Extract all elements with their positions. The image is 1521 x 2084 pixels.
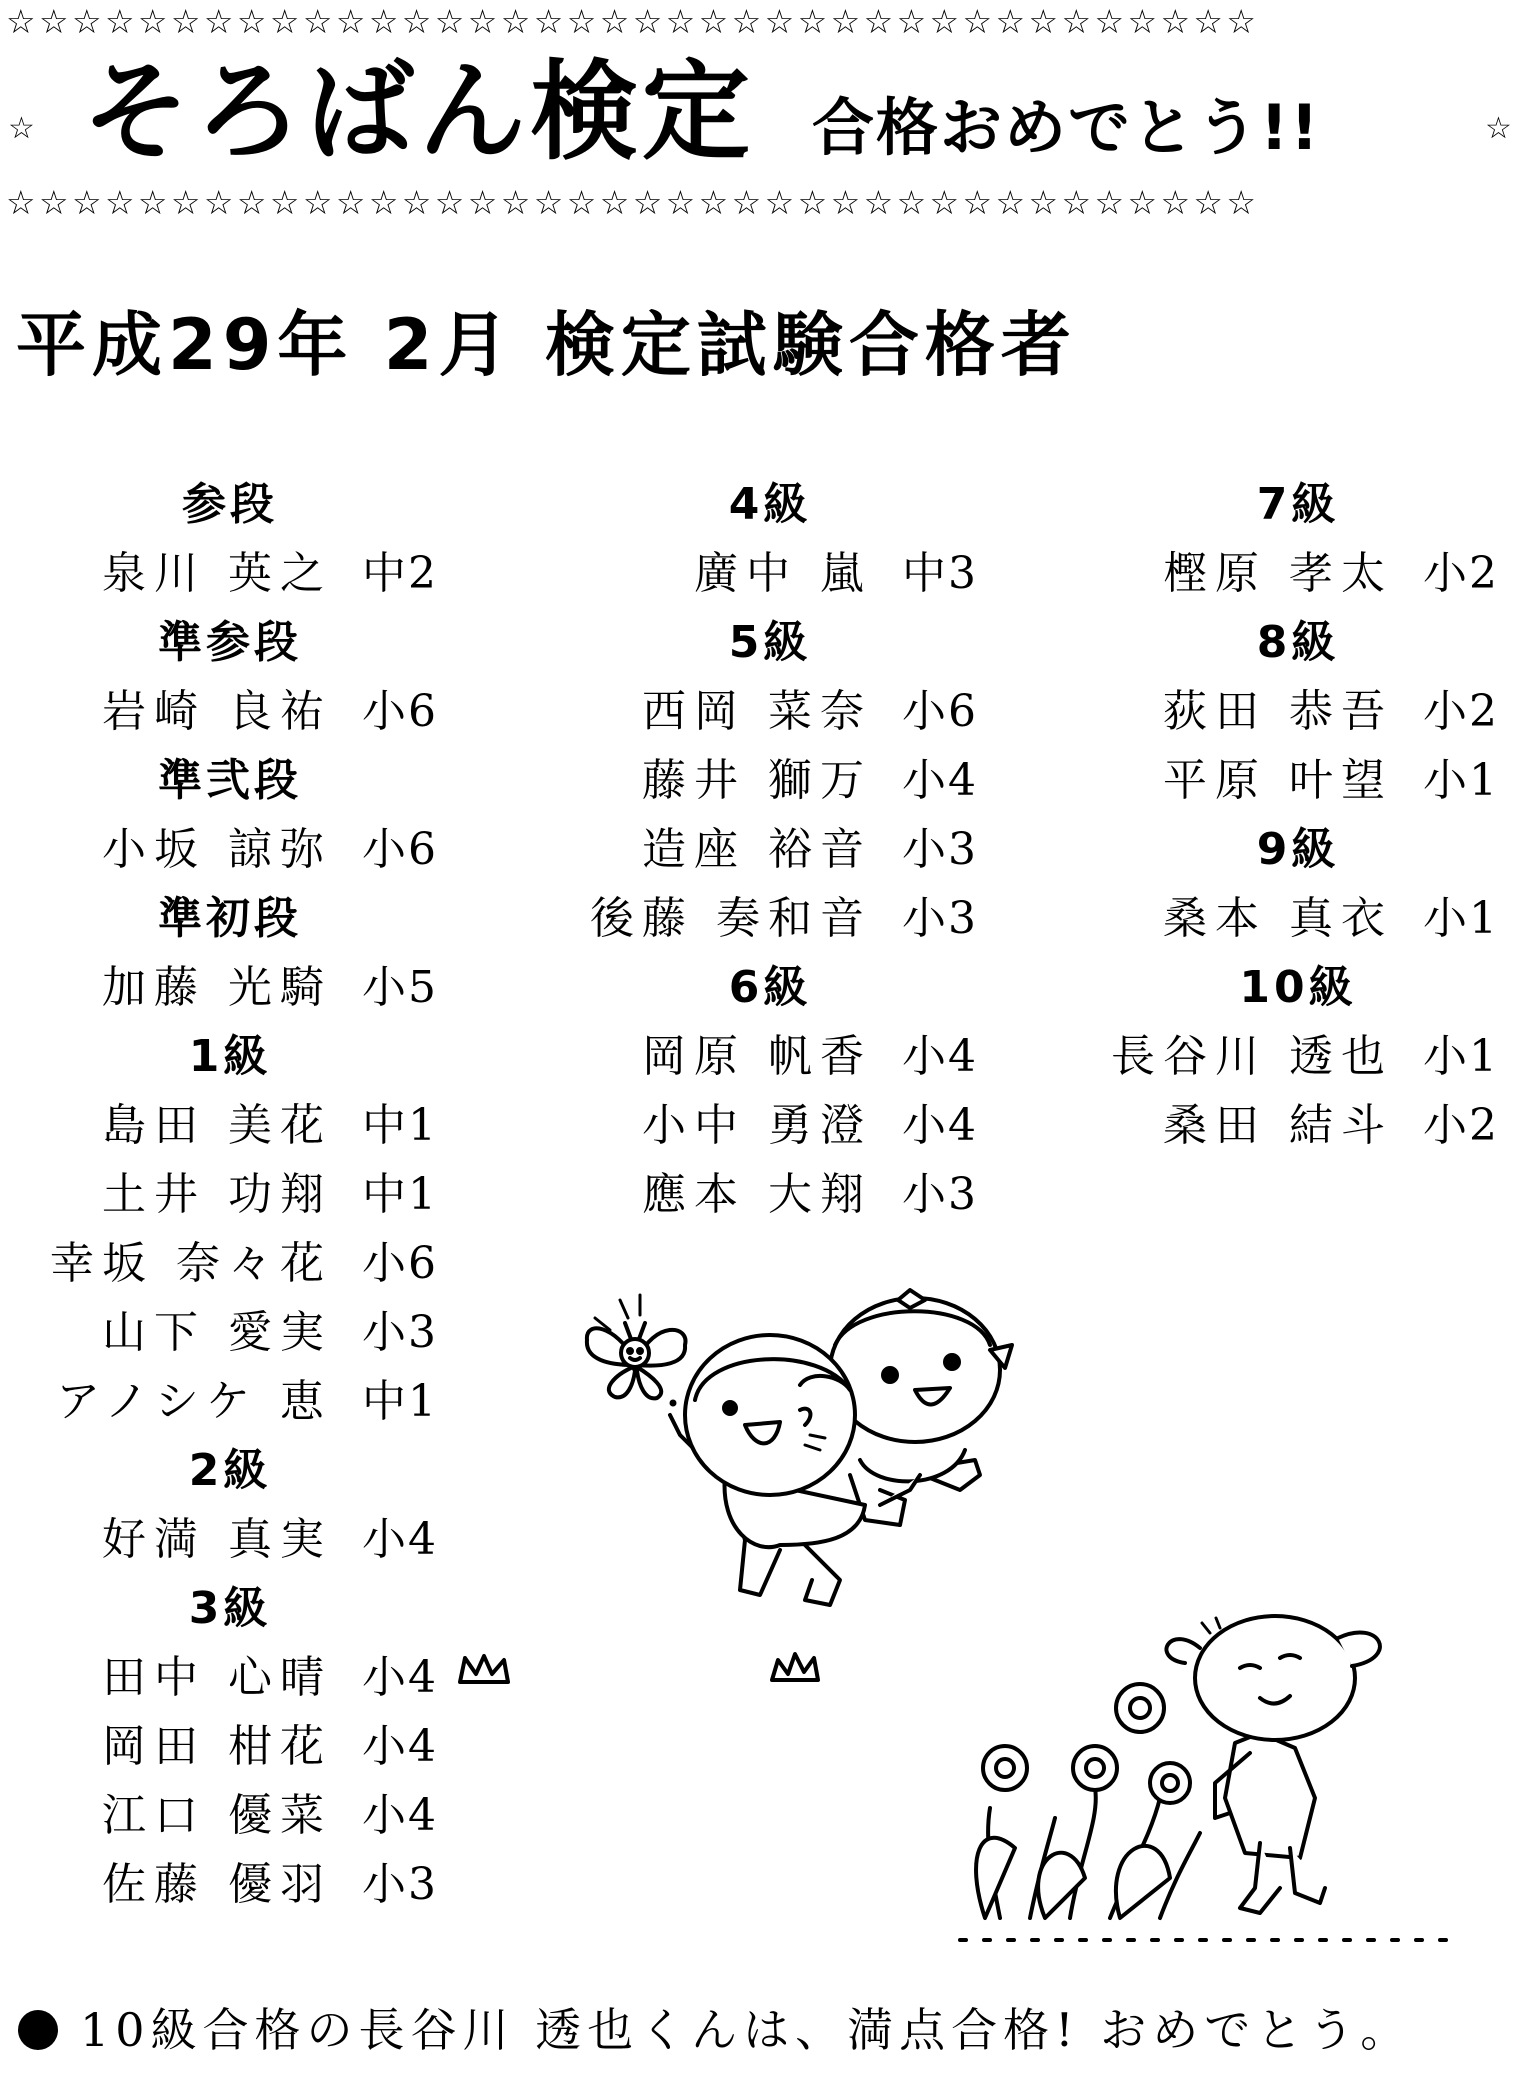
grade-heading: 6級 bbox=[728, 962, 812, 1013]
passer-entry bbox=[0, 1643, 460, 1712]
passer-grade-year: 小1 bbox=[1423, 893, 1499, 944]
passer-entry bbox=[0, 1712, 460, 1781]
passer-entry bbox=[540, 677, 1000, 746]
passer-entry bbox=[0, 1367, 460, 1436]
grade-heading: 4級 bbox=[728, 479, 812, 530]
page-title: 平成29年 2月 検定試験合格者 bbox=[16, 304, 1077, 386]
passer-entry bbox=[0, 1781, 460, 1850]
passer-grade-year: 小1 bbox=[1423, 1031, 1499, 1082]
passer-name: 長谷川 透也 bbox=[1111, 1031, 1393, 1082]
passer-grade-year: 中1 bbox=[362, 1100, 438, 1151]
passer-grade-year: 小2 bbox=[1423, 686, 1499, 737]
passer-entry bbox=[0, 677, 460, 746]
passer-entry bbox=[540, 1022, 1000, 1091]
passer-grade-year: 小4 bbox=[362, 1721, 438, 1772]
passer-name: 島田 美花 bbox=[102, 1100, 332, 1151]
passer-name: 平原 叶望 bbox=[1163, 755, 1393, 806]
star-border-bottom: ☆☆☆☆☆☆☆☆☆☆☆☆☆☆☆☆☆☆☆☆☆☆☆☆☆☆☆☆☆☆☆☆☆☆☆☆☆☆ bbox=[6, 183, 1260, 222]
passer-entry bbox=[1075, 1022, 1521, 1091]
passer-entry bbox=[0, 815, 460, 884]
passer-entry bbox=[1075, 746, 1521, 815]
passer-name: 泉川 英之 bbox=[102, 548, 332, 599]
side-star-left: ☆ bbox=[8, 111, 35, 146]
running-children-illustration bbox=[580, 1290, 1080, 1650]
passer-grade-year: 小4 bbox=[902, 755, 978, 806]
passer-name: 幸坂 奈々花 bbox=[50, 1238, 332, 1289]
passer-entry bbox=[1075, 884, 1521, 953]
passer-grade-year: 小4 bbox=[362, 1790, 438, 1841]
results-column-2 bbox=[540, 470, 1000, 1229]
banner-subtitle: 合格おめでとう!! bbox=[812, 91, 1321, 164]
grade-heading: 準参段 bbox=[158, 617, 302, 668]
grade-heading: 10級 bbox=[1239, 962, 1357, 1013]
grade-heading: 準初段 bbox=[158, 893, 302, 944]
passer-grade-year: 小2 bbox=[1423, 548, 1499, 599]
grade-heading: 2級 bbox=[188, 1445, 272, 1496]
passer-grade-year: 小5 bbox=[362, 962, 438, 1013]
passer-grade-year: 小3 bbox=[902, 824, 978, 875]
passer-entry bbox=[540, 1091, 1000, 1160]
banner-title: そろばん検定 bbox=[82, 50, 755, 175]
grade-heading: 8級 bbox=[1256, 617, 1340, 668]
passer-name: アノシケ 恵 bbox=[56, 1376, 332, 1427]
passer-grade-year: 小1 bbox=[1423, 755, 1499, 806]
passer-grade-year: 小3 bbox=[902, 1169, 978, 1220]
passer-name: 岩崎 良祐 bbox=[102, 686, 332, 737]
passer-entry bbox=[0, 1160, 460, 1229]
passer-grade-year: 中3 bbox=[902, 548, 978, 599]
bullet-icon bbox=[18, 2010, 58, 2050]
passer-entry bbox=[540, 539, 1000, 608]
passer-grade-year: 小3 bbox=[362, 1859, 438, 1910]
passer-entry bbox=[0, 1091, 460, 1160]
passer-name: 小中 勇澄 bbox=[642, 1100, 872, 1151]
passer-name: 後藤 奏和音 bbox=[590, 893, 872, 944]
results-column-1 bbox=[0, 470, 460, 1919]
passer-grade-year: 中1 bbox=[362, 1376, 438, 1427]
grade-heading: 3級 bbox=[188, 1583, 272, 1634]
passer-entry bbox=[1075, 539, 1521, 608]
passer-name: 岡原 帆香 bbox=[642, 1031, 872, 1082]
passer-entry bbox=[0, 1505, 460, 1574]
passer-grade-year: 中2 bbox=[362, 548, 438, 599]
passer-name: 岡田 柑花 bbox=[102, 1721, 332, 1772]
passer-entry bbox=[540, 746, 1000, 815]
passer-entry bbox=[0, 953, 460, 1022]
passer-name: 小坂 諒弥 bbox=[102, 824, 332, 875]
passer-entry bbox=[0, 539, 460, 608]
passer-grade-year: 中1 bbox=[362, 1169, 438, 1220]
grade-heading: 9級 bbox=[1256, 824, 1340, 875]
passer-name: 江口 優菜 bbox=[102, 1790, 332, 1841]
passer-grade-year: 小6 bbox=[362, 686, 438, 737]
passer-grade-year: 小6 bbox=[362, 824, 438, 875]
passer-name: 山下 愛実 bbox=[102, 1307, 332, 1358]
footer-note-text: 10級合格の長谷川 透也くんは、満点合格! おめでとう。 bbox=[80, 2003, 1413, 2057]
passer-entry bbox=[1075, 1091, 1521, 1160]
star-border-top: ☆☆☆☆☆☆☆☆☆☆☆☆☆☆☆☆☆☆☆☆☆☆☆☆☆☆☆☆☆☆☆☆☆☆☆☆☆☆ bbox=[6, 2, 1260, 41]
passer-name: 西岡 菜奈 bbox=[642, 686, 872, 737]
passer-entry bbox=[0, 1298, 460, 1367]
results-column-3 bbox=[1075, 470, 1521, 1160]
passer-grade-year: 小6 bbox=[902, 686, 978, 737]
passer-name: 廣中 嵐 bbox=[694, 548, 872, 599]
passer-entry bbox=[1075, 677, 1521, 746]
passer-entry bbox=[0, 1850, 460, 1919]
passer-name: 好満 真実 bbox=[102, 1514, 332, 1565]
passer-name: 佐藤 優羽 bbox=[102, 1859, 332, 1910]
grade-heading: 1級 bbox=[188, 1031, 272, 1082]
passer-grade-year: 小6 bbox=[362, 1238, 438, 1289]
passer-name: 樫原 孝太 bbox=[1163, 548, 1393, 599]
grade-heading: 5級 bbox=[728, 617, 812, 668]
passer-grade-year: 小3 bbox=[362, 1307, 438, 1358]
girl-with-flowers-illustration bbox=[960, 1618, 1480, 1938]
passer-name: 田中 心晴 bbox=[102, 1652, 332, 1703]
passer-entry bbox=[540, 884, 1000, 953]
passer-name: 桑田 結斗 bbox=[1163, 1100, 1393, 1151]
passer-grade-year: 小4 bbox=[902, 1100, 978, 1151]
passer-name: 造座 裕音 bbox=[642, 824, 872, 875]
footer-note bbox=[18, 1998, 1412, 2062]
passer-name: 土井 功翔 bbox=[102, 1169, 332, 1220]
passer-name: 藤井 獅万 bbox=[642, 755, 872, 806]
passer-grade-year: 小4 bbox=[902, 1031, 978, 1082]
passer-name: 荻田 恭吾 bbox=[1163, 686, 1393, 737]
grade-heading: 7級 bbox=[1256, 479, 1340, 530]
passer-entry bbox=[540, 1160, 1000, 1229]
grade-heading: 参段 bbox=[182, 479, 278, 530]
side-star-right: ☆ bbox=[1485, 111, 1512, 146]
grade-heading: 準弐段 bbox=[158, 755, 302, 806]
passer-name: 桑本 真衣 bbox=[1163, 893, 1393, 944]
passer-entry bbox=[0, 1229, 460, 1298]
passer-grade-year: 小4 bbox=[362, 1652, 438, 1703]
passer-entry bbox=[540, 815, 1000, 884]
passer-name: 應本 大翔 bbox=[642, 1169, 872, 1220]
passer-grade-year: 小3 bbox=[902, 893, 978, 944]
passer-grade-year: 小2 bbox=[1423, 1100, 1499, 1151]
passer-grade-year: 小4 bbox=[362, 1514, 438, 1565]
passer-name: 加藤 光騎 bbox=[102, 962, 332, 1013]
